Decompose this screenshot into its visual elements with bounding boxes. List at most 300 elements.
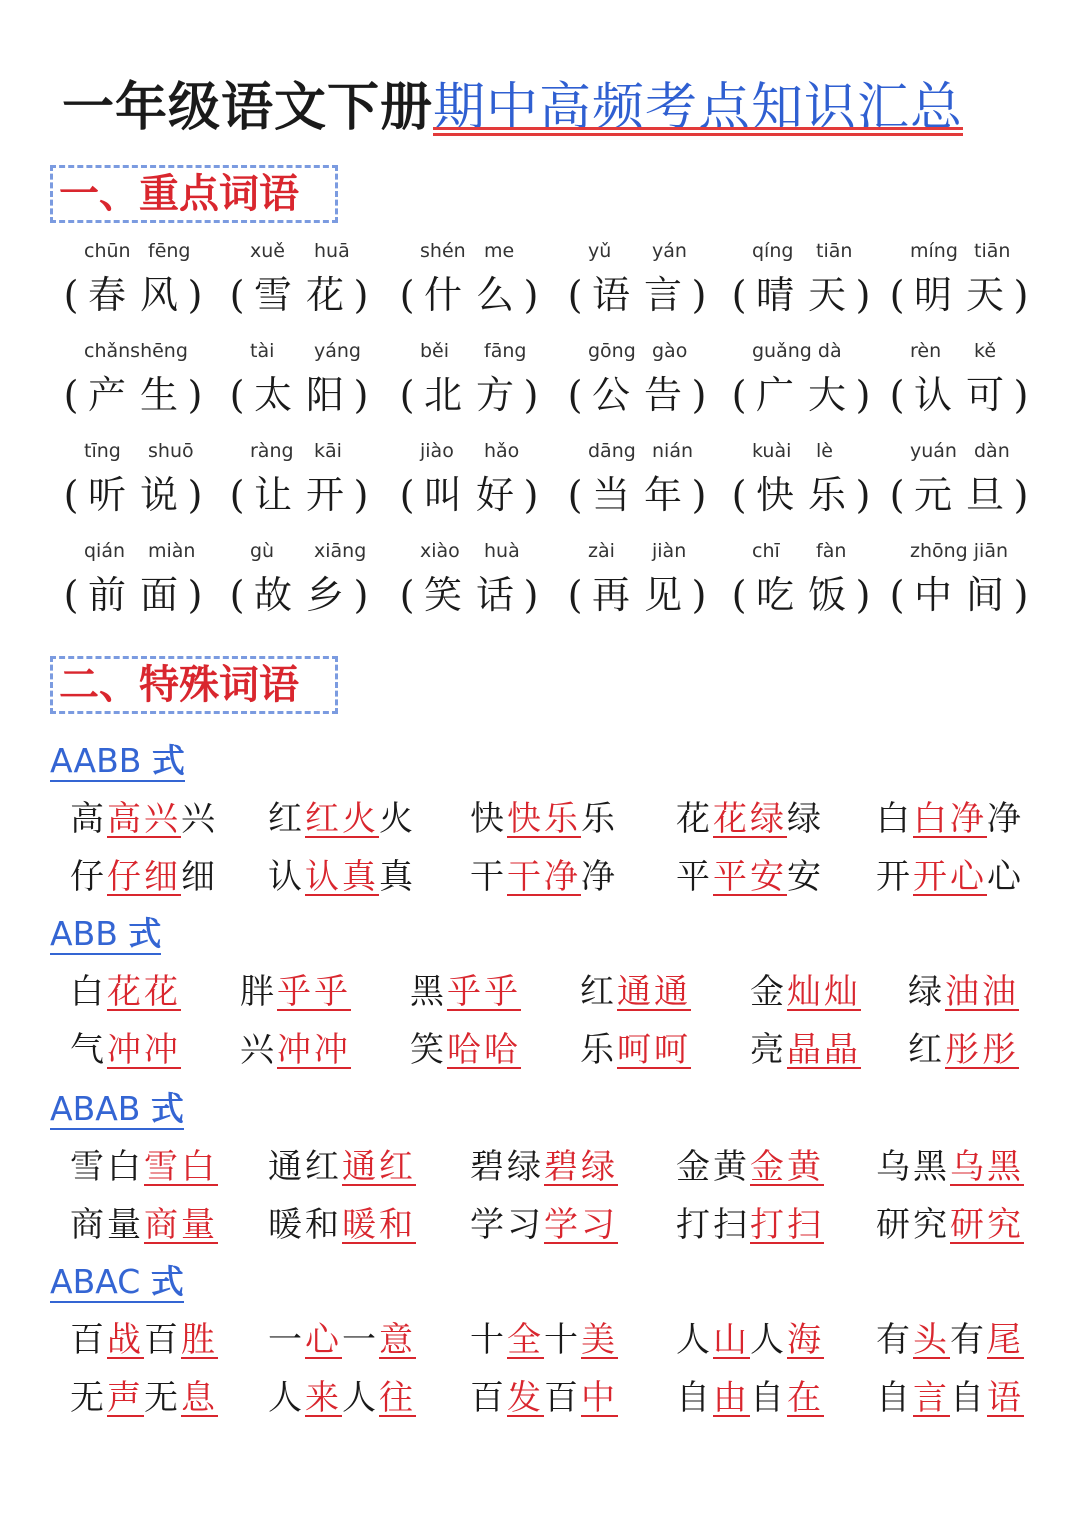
highlighted-chars: 花绿 bbox=[713, 799, 787, 839]
pattern-word bbox=[876, 797, 1024, 841]
plain-chars: 快 bbox=[470, 799, 507, 839]
hanzi: 当 bbox=[591, 473, 632, 517]
pattern-word bbox=[470, 797, 618, 841]
paren-open: ( bbox=[229, 373, 247, 417]
pattern-code: AABB bbox=[50, 741, 152, 780]
vocab-item bbox=[228, 238, 392, 338]
highlighted-chars: 雪白 bbox=[144, 1147, 218, 1187]
highlighted-chars: 快乐 bbox=[507, 799, 581, 839]
pattern-word bbox=[676, 797, 824, 841]
hanzi: 元 bbox=[913, 473, 954, 517]
hanzi: 乡 bbox=[305, 573, 346, 617]
pinyin: fāng bbox=[484, 340, 527, 362]
plain-chars: 平 bbox=[676, 857, 713, 897]
plain-chars: 红 bbox=[268, 799, 305, 839]
pattern-word bbox=[676, 1318, 824, 1362]
hanzi: 什 bbox=[423, 273, 464, 317]
paren-close: ) bbox=[187, 573, 205, 617]
hanzi: 言 bbox=[643, 273, 684, 317]
paren-close: ) bbox=[187, 273, 205, 317]
paren-open: ( bbox=[63, 573, 81, 617]
plain-chars: 研究 bbox=[876, 1205, 950, 1245]
paren-open: ( bbox=[399, 473, 417, 517]
highlighted-chars: 尾 bbox=[987, 1320, 1024, 1360]
vocab-row bbox=[62, 238, 1042, 338]
paren-close: ) bbox=[523, 573, 541, 617]
highlighted-chars: 彤彤 bbox=[945, 1030, 1019, 1070]
pattern-word bbox=[470, 1376, 618, 1420]
pinyin: tiān bbox=[816, 240, 853, 262]
plain-chars: 乐 bbox=[580, 1030, 617, 1070]
plain-chars: 十 bbox=[544, 1320, 581, 1360]
paren-open: ( bbox=[63, 473, 81, 517]
hanzi: 认 bbox=[913, 373, 954, 417]
hanzi: 公 bbox=[591, 373, 632, 417]
paren-open: ( bbox=[229, 273, 247, 317]
plain-chars: 气 bbox=[70, 1030, 107, 1070]
paren-close: ) bbox=[187, 373, 205, 417]
pinyin: běi bbox=[420, 340, 450, 362]
plain-chars: 有 bbox=[876, 1320, 913, 1360]
word-row bbox=[70, 1203, 1050, 1253]
vocab-item bbox=[398, 438, 562, 538]
plain-chars: 胖 bbox=[240, 972, 277, 1012]
plain-chars: 仔 bbox=[70, 857, 107, 897]
vocab-word bbox=[730, 572, 874, 618]
vocab-word bbox=[888, 272, 1032, 318]
vocab-item bbox=[566, 438, 730, 538]
pattern-label bbox=[50, 742, 185, 782]
plain-chars: 自 bbox=[676, 1378, 713, 1418]
highlighted-chars: 由 bbox=[713, 1378, 750, 1418]
paren-open: ( bbox=[229, 473, 247, 517]
plain-chars: 商量 bbox=[70, 1205, 144, 1245]
plain-chars: 亮 bbox=[750, 1030, 787, 1070]
plain-chars: 自 bbox=[950, 1378, 987, 1418]
hanzi: 告 bbox=[643, 373, 684, 417]
paren-open: ( bbox=[567, 273, 585, 317]
plain-chars: 百 bbox=[470, 1378, 507, 1418]
paren-close: ) bbox=[187, 473, 205, 517]
pinyin: shén bbox=[420, 240, 466, 262]
paren-open: ( bbox=[229, 573, 247, 617]
pinyin: qíng bbox=[752, 240, 794, 262]
highlighted-chars: 在 bbox=[787, 1378, 824, 1418]
pattern-word bbox=[240, 1028, 351, 1072]
plain-chars: 净 bbox=[987, 799, 1024, 839]
vocab-item bbox=[730, 338, 894, 438]
hanzi: 听 bbox=[87, 473, 128, 517]
vocab-word bbox=[566, 572, 710, 618]
highlighted-chars: 高兴 bbox=[107, 799, 181, 839]
pinyin: xiāng bbox=[314, 540, 367, 562]
paren-open: ( bbox=[63, 373, 81, 417]
vocab-item bbox=[228, 538, 392, 638]
paren-open: ( bbox=[731, 373, 749, 417]
hanzi: 吃 bbox=[755, 573, 796, 617]
paren-close: ) bbox=[691, 373, 709, 417]
hanzi: 可 bbox=[965, 373, 1006, 417]
highlighted-chars: 通通 bbox=[617, 972, 691, 1012]
hanzi: 前 bbox=[87, 573, 128, 617]
hanzi: 面 bbox=[139, 573, 180, 617]
pattern-code: ABB bbox=[50, 914, 129, 953]
vocab-word bbox=[62, 272, 206, 318]
hanzi: 春 bbox=[87, 273, 128, 317]
pattern-label bbox=[50, 1263, 184, 1303]
plain-chars: 兴 bbox=[240, 1030, 277, 1070]
pinyin: fàn bbox=[816, 540, 847, 562]
highlighted-chars: 红火 bbox=[305, 799, 379, 839]
pinyin: tài bbox=[250, 340, 275, 362]
vocab-word bbox=[62, 572, 206, 618]
paren-close: ) bbox=[855, 473, 873, 517]
plain-chars: 雪白 bbox=[70, 1147, 144, 1187]
plain-chars: 人 bbox=[342, 1378, 379, 1418]
pattern-word bbox=[70, 1145, 218, 1189]
plain-chars: 安 bbox=[787, 857, 824, 897]
pinyin: dàn bbox=[974, 440, 1010, 462]
hanzi: 阳 bbox=[305, 373, 346, 417]
highlighted-chars: 呵呵 bbox=[617, 1030, 691, 1070]
vocab-word bbox=[398, 572, 542, 618]
plain-chars: 白 bbox=[876, 799, 913, 839]
pattern-word bbox=[750, 1028, 861, 1072]
pattern-word bbox=[70, 970, 181, 1014]
highlighted-chars: 哈哈 bbox=[447, 1030, 521, 1070]
plain-chars: 百 bbox=[70, 1320, 107, 1360]
hanzi: 语 bbox=[591, 273, 632, 317]
paren-close: ) bbox=[1013, 473, 1031, 517]
plain-chars: 学习 bbox=[470, 1205, 544, 1245]
hanzi: 大 bbox=[807, 373, 848, 417]
vocab-word bbox=[228, 572, 372, 618]
pattern-word bbox=[410, 970, 521, 1014]
plain-chars: 开 bbox=[876, 857, 913, 897]
vocab-item bbox=[566, 338, 730, 438]
highlighted-chars: 发 bbox=[507, 1378, 544, 1418]
hanzi: 年 bbox=[643, 473, 684, 517]
pinyin: yuán bbox=[910, 440, 957, 462]
hanzi: 饭 bbox=[807, 573, 848, 617]
vocab-row bbox=[62, 538, 1042, 638]
vocab-item bbox=[888, 538, 1052, 638]
vocab-item bbox=[228, 338, 392, 438]
word-row bbox=[70, 1028, 1050, 1078]
pattern-label bbox=[50, 1090, 184, 1130]
plain-chars: 通红 bbox=[268, 1147, 342, 1187]
highlighted-chars: 灿灿 bbox=[787, 972, 861, 1012]
highlighted-chars: 海 bbox=[787, 1320, 824, 1360]
pinyin: hǎo bbox=[484, 440, 520, 462]
paren-close: ) bbox=[353, 373, 371, 417]
pattern-word bbox=[908, 970, 1019, 1014]
paren-close: ) bbox=[1013, 273, 1031, 317]
plain-chars: 红 bbox=[580, 972, 617, 1012]
paren-open: ( bbox=[889, 473, 907, 517]
hanzi: 乐 bbox=[807, 473, 848, 517]
paren-open: ( bbox=[567, 473, 585, 517]
paren-open: ( bbox=[731, 573, 749, 617]
pattern-word bbox=[580, 1028, 691, 1072]
highlighted-chars: 平安 bbox=[713, 857, 787, 897]
word-row bbox=[70, 970, 1050, 1020]
paren-open: ( bbox=[399, 273, 417, 317]
hanzi: 产 bbox=[87, 373, 128, 417]
pattern-word bbox=[70, 855, 218, 899]
vocab-word bbox=[566, 372, 710, 418]
vocab-item bbox=[62, 338, 226, 438]
hanzi: 再 bbox=[591, 573, 632, 617]
paren-close: ) bbox=[523, 473, 541, 517]
section-heading-special-words: 二、特殊词语 bbox=[50, 656, 338, 714]
vocab-item bbox=[888, 238, 1052, 338]
plain-chars: 火 bbox=[379, 799, 416, 839]
plain-chars: 碧绿 bbox=[470, 1147, 544, 1187]
plain-chars: 心 bbox=[987, 857, 1024, 897]
highlighted-chars: 冲冲 bbox=[107, 1030, 181, 1070]
section-heading-key-words: 一、重点词语 bbox=[50, 165, 338, 223]
highlighted-chars: 乎乎 bbox=[277, 972, 351, 1012]
plain-chars: 百 bbox=[544, 1378, 581, 1418]
pattern-word bbox=[580, 970, 691, 1014]
paren-open: ( bbox=[567, 573, 585, 617]
pinyin: tiān bbox=[974, 240, 1011, 262]
highlighted-chars: 认真 bbox=[305, 857, 379, 897]
plain-chars: 十 bbox=[470, 1320, 507, 1360]
highlighted-chars: 白净 bbox=[913, 799, 987, 839]
highlighted-chars: 金黄 bbox=[750, 1147, 824, 1187]
pinyin: qián bbox=[84, 540, 126, 562]
pattern-suffix: 式 bbox=[150, 1089, 184, 1128]
pinyin: xuě bbox=[250, 240, 285, 262]
pattern-word bbox=[268, 855, 416, 899]
hanzi: 快 bbox=[755, 473, 796, 517]
paren-open: ( bbox=[567, 373, 585, 417]
pinyin: gōng bbox=[588, 340, 636, 362]
highlighted-chars: 声 bbox=[107, 1378, 144, 1418]
pattern-word bbox=[70, 1028, 181, 1072]
pattern-suffix: 式 bbox=[150, 1262, 184, 1301]
hanzi: 叫 bbox=[423, 473, 464, 517]
pattern-word bbox=[268, 1145, 416, 1189]
plain-chars: 黑 bbox=[410, 972, 447, 1012]
plain-chars: 干 bbox=[470, 857, 507, 897]
highlighted-chars: 全 bbox=[507, 1320, 544, 1360]
highlighted-chars: 研究 bbox=[950, 1205, 1024, 1245]
highlighted-chars: 冲冲 bbox=[277, 1030, 351, 1070]
pattern-word bbox=[676, 1145, 824, 1189]
plain-chars: 一 bbox=[268, 1320, 305, 1360]
highlighted-chars: 晶晶 bbox=[787, 1030, 861, 1070]
highlighted-chars: 来 bbox=[305, 1378, 342, 1418]
vocab-item bbox=[888, 338, 1052, 438]
pinyin: guǎng dà bbox=[752, 340, 842, 362]
pinyin: miàn bbox=[148, 540, 196, 562]
vocab-word bbox=[730, 472, 874, 518]
pattern-word bbox=[470, 1318, 618, 1362]
vocab-word bbox=[888, 472, 1032, 518]
plain-chars: 一 bbox=[342, 1320, 379, 1360]
word-row bbox=[70, 1376, 1050, 1426]
pinyin: lè bbox=[816, 440, 833, 462]
pattern-word bbox=[70, 1318, 218, 1362]
hanzi: 雪 bbox=[253, 273, 294, 317]
hanzi: 开 bbox=[305, 473, 346, 517]
plain-chars: 有 bbox=[950, 1320, 987, 1360]
pattern-word bbox=[70, 797, 218, 841]
plain-chars: 绿 bbox=[908, 972, 945, 1012]
pinyin: tīng bbox=[84, 440, 121, 462]
vocab-item bbox=[62, 238, 226, 338]
paren-open: ( bbox=[63, 273, 81, 317]
vocab-word bbox=[730, 372, 874, 418]
highlighted-chars: 息 bbox=[181, 1378, 218, 1418]
highlighted-chars: 干净 bbox=[507, 857, 581, 897]
paren-close: ) bbox=[691, 573, 709, 617]
plain-chars: 笑 bbox=[410, 1030, 447, 1070]
highlighted-chars: 油油 bbox=[945, 972, 1019, 1012]
pattern-word bbox=[470, 1203, 618, 1247]
paren-open: ( bbox=[889, 373, 907, 417]
highlighted-chars: 中 bbox=[581, 1378, 618, 1418]
hanzi: 生 bbox=[139, 373, 180, 417]
highlighted-chars: 仔细 bbox=[107, 857, 181, 897]
plain-chars: 人 bbox=[676, 1320, 713, 1360]
word-row bbox=[70, 797, 1050, 847]
pattern-word bbox=[876, 1376, 1024, 1420]
hanzi: 北 bbox=[423, 373, 464, 417]
pinyin: kāi bbox=[314, 440, 342, 462]
highlighted-chars: 头 bbox=[913, 1320, 950, 1360]
paren-close: ) bbox=[1013, 373, 1031, 417]
vocab-item bbox=[398, 238, 562, 338]
highlighted-chars: 意 bbox=[379, 1320, 416, 1360]
plain-chars: 打扫 bbox=[676, 1205, 750, 1245]
pattern-word bbox=[70, 1203, 218, 1247]
pinyin: ràng bbox=[250, 440, 294, 462]
pinyin: me bbox=[484, 240, 515, 262]
vocab-item bbox=[566, 238, 730, 338]
pattern-word bbox=[676, 855, 824, 899]
pinyin: rèn bbox=[910, 340, 942, 362]
pinyin: chǎnshēng bbox=[84, 340, 188, 362]
paren-open: ( bbox=[399, 373, 417, 417]
hanzi: 笑 bbox=[423, 573, 464, 617]
pattern-word bbox=[70, 1376, 218, 1420]
hanzi: 见 bbox=[643, 573, 684, 617]
pinyin: huā bbox=[314, 240, 350, 262]
word-row bbox=[70, 1318, 1050, 1368]
pattern-code: ABAC bbox=[50, 1262, 151, 1301]
hanzi: 说 bbox=[139, 473, 180, 517]
highlighted-chars: 山 bbox=[713, 1320, 750, 1360]
paren-open: ( bbox=[399, 573, 417, 617]
plain-chars: 红 bbox=[908, 1030, 945, 1070]
plain-chars: 无 bbox=[70, 1378, 107, 1418]
pinyin: xiào bbox=[420, 540, 460, 562]
pattern-word bbox=[750, 970, 861, 1014]
highlighted-chars: 言 bbox=[913, 1378, 950, 1418]
word-row bbox=[70, 855, 1050, 905]
vocab-item bbox=[228, 438, 392, 538]
paren-close: ) bbox=[523, 273, 541, 317]
hanzi: 方 bbox=[475, 373, 516, 417]
hanzi: 间 bbox=[965, 573, 1006, 617]
title-part2: 期中高频考点知识汇总 bbox=[433, 78, 964, 138]
pinyin: zài bbox=[588, 540, 615, 562]
pinyin: chī bbox=[752, 540, 780, 562]
hanzi: 么 bbox=[475, 273, 516, 317]
plain-chars: 净 bbox=[581, 857, 618, 897]
highlighted-chars: 暖和 bbox=[342, 1205, 416, 1245]
vocab-word bbox=[888, 572, 1032, 618]
vocab-word bbox=[398, 272, 542, 318]
vocab-word bbox=[398, 472, 542, 518]
highlighted-chars: 乌黑 bbox=[950, 1147, 1024, 1187]
highlighted-chars: 语 bbox=[987, 1378, 1024, 1418]
pinyin: jiàn bbox=[652, 540, 687, 562]
paren-close: ) bbox=[855, 273, 873, 317]
plain-chars: 无 bbox=[144, 1378, 181, 1418]
hanzi: 天 bbox=[807, 273, 848, 317]
highlighted-chars: 商量 bbox=[144, 1205, 218, 1245]
plain-chars: 金 bbox=[750, 972, 787, 1012]
highlighted-chars: 学习 bbox=[544, 1205, 618, 1245]
highlighted-chars: 胜 bbox=[181, 1320, 218, 1360]
hanzi: 好 bbox=[475, 473, 516, 517]
vocab-item bbox=[730, 238, 894, 338]
pinyin: nián bbox=[652, 440, 694, 462]
vocab-item bbox=[730, 538, 894, 638]
hanzi: 天 bbox=[965, 273, 1006, 317]
pattern-word bbox=[268, 1376, 416, 1420]
pinyin: yǔ bbox=[588, 240, 612, 262]
paren-open: ( bbox=[889, 573, 907, 617]
paren-close: ) bbox=[1013, 573, 1031, 617]
pattern-word bbox=[876, 855, 1024, 899]
plain-chars: 自 bbox=[876, 1378, 913, 1418]
hanzi: 花 bbox=[305, 273, 346, 317]
pattern-word bbox=[876, 1318, 1024, 1362]
plain-chars: 白 bbox=[70, 972, 107, 1012]
vocab-word bbox=[62, 372, 206, 418]
pinyin: kě bbox=[974, 340, 997, 362]
pattern-suffix: 式 bbox=[151, 741, 185, 780]
paren-close: ) bbox=[691, 473, 709, 517]
hanzi: 风 bbox=[139, 273, 180, 317]
pattern-word bbox=[676, 1376, 824, 1420]
highlighted-chars: 开心 bbox=[913, 857, 987, 897]
vocab-word bbox=[62, 472, 206, 518]
vocab-item bbox=[398, 538, 562, 638]
highlighted-chars: 碧绿 bbox=[544, 1147, 618, 1187]
pinyin: jiào bbox=[420, 440, 454, 462]
pinyin: míng bbox=[910, 240, 958, 262]
paren-close: ) bbox=[523, 373, 541, 417]
plain-chars: 百 bbox=[144, 1320, 181, 1360]
plain-chars: 细 bbox=[181, 857, 218, 897]
paren-close: ) bbox=[691, 273, 709, 317]
plain-chars: 暖和 bbox=[268, 1205, 342, 1245]
pattern-word bbox=[410, 1028, 521, 1072]
pinyin: yán bbox=[652, 240, 687, 262]
vocab-word bbox=[228, 272, 372, 318]
pattern-word bbox=[470, 855, 618, 899]
paren-close: ) bbox=[353, 473, 371, 517]
pinyin: gào bbox=[652, 340, 688, 362]
plain-chars: 乌黑 bbox=[876, 1147, 950, 1187]
